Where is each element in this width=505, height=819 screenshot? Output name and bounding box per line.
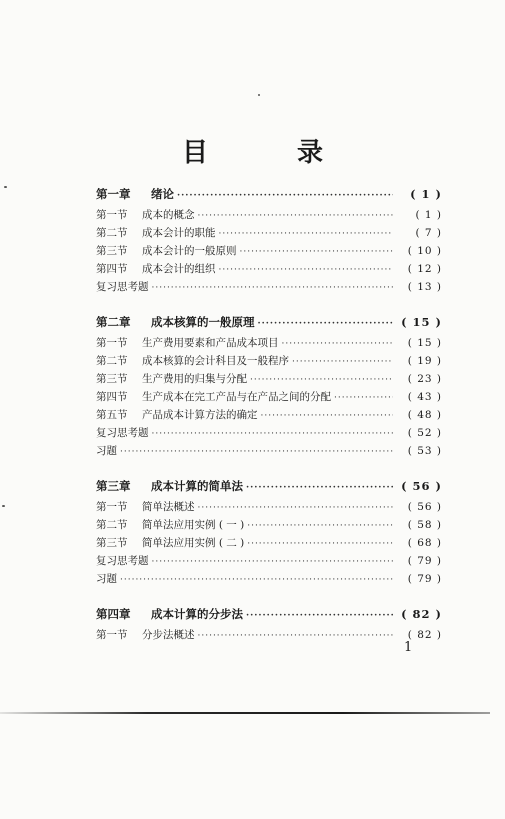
dot-leader <box>258 312 394 336</box>
toc-entry-title: 复习思考题 <box>96 281 149 293</box>
toc-entry-title: 简单法应用实例 ( 一 ) <box>142 519 245 531</box>
toc-entry-page: ( 79 ) <box>407 555 442 567</box>
toc-section-row <box>96 498 442 516</box>
toc-entry-page: ( 1 ) <box>415 209 442 221</box>
toc-entry-title: 复习思考题 <box>96 427 149 439</box>
toc-entry-number: 第三节 <box>96 245 128 257</box>
toc-section-row <box>96 224 442 242</box>
toc-entry-page: ( 82 ) <box>401 607 442 621</box>
toc-entry-title: 分步法概述 <box>142 629 195 641</box>
toc-entry-title: 产品成本计算方法的确定 <box>142 409 258 421</box>
toc-entry-title: 成本核算的一般原理 <box>151 315 255 329</box>
toc-entry-page: ( 48 ) <box>407 409 442 421</box>
dot-leader <box>152 425 394 443</box>
dot-leader <box>246 476 393 500</box>
toc-section-row <box>96 352 442 370</box>
toc-entry-title: 生产成本在完工产品与在产品之间的分配 <box>142 391 331 403</box>
toc-section-row <box>96 516 442 534</box>
toc-section-row <box>96 242 442 260</box>
toc-section-row <box>96 278 442 296</box>
toc-entry-title: 复习思考题 <box>96 555 149 567</box>
toc-entry-number: 第三节 <box>96 373 128 385</box>
toc-entry-page: ( 68 ) <box>407 537 442 549</box>
toc-chapter-row <box>96 474 442 498</box>
dot-leader <box>219 225 394 243</box>
dot-leader <box>219 261 394 279</box>
dot-leader <box>247 535 393 553</box>
toc-entry-number: 第一节 <box>96 629 128 641</box>
toc-section-row <box>96 260 442 278</box>
toc-section-row <box>96 534 442 552</box>
toc-entry-page: ( 19 ) <box>407 355 442 367</box>
table-of-contents <box>96 182 442 644</box>
toc-chapter-row <box>96 602 442 626</box>
toc-section-row <box>96 442 442 460</box>
toc-entry-page: ( 56 ) <box>401 479 442 493</box>
toc-section-row <box>96 388 442 406</box>
dot-leader <box>198 499 394 517</box>
chapter-gap <box>96 296 442 310</box>
dot-leader <box>120 443 393 461</box>
toc-entry-page: ( 1 ) <box>410 187 442 201</box>
page-number: 1 <box>404 640 413 655</box>
toc-entry-page: ( 10 ) <box>407 245 442 257</box>
dot-leader <box>240 243 394 261</box>
toc-entry-number: 第五节 <box>96 409 128 421</box>
toc-entry-page: ( 13 ) <box>407 281 442 293</box>
dot-leader <box>261 407 394 425</box>
toc-entry-page: ( 79 ) <box>407 573 442 585</box>
page-title: 目 录 <box>181 138 364 168</box>
toc-entry-number: 第三章 <box>96 479 131 493</box>
dot-leader <box>198 207 394 225</box>
dot-leader <box>334 389 393 407</box>
toc-entry-title: 成本的概念 <box>142 209 195 221</box>
toc-entry-title: 生产费用的归集与分配 <box>142 373 247 385</box>
toc-chapter-row <box>96 182 442 206</box>
dot-leader <box>250 371 393 389</box>
bottom-scan-rule <box>0 712 490 714</box>
chapter-gap <box>96 588 442 602</box>
toc-entry-number: 第三节 <box>96 537 128 549</box>
toc-section-row <box>96 552 442 570</box>
toc-entry-title: 成本会计的组织 <box>142 263 216 275</box>
toc-entry-title: 简单法概述 <box>142 501 195 513</box>
toc-section-row <box>96 406 442 424</box>
toc-section-row <box>96 424 442 442</box>
scan-speck <box>258 94 260 96</box>
toc-section-row <box>96 206 442 224</box>
toc-entry-page: ( 7 ) <box>415 227 442 239</box>
toc-entry-number: 第一节 <box>96 337 128 349</box>
toc-entry-title: 成本会计的职能 <box>142 227 216 239</box>
toc-entry-page: ( 15 ) <box>401 315 442 329</box>
scan-speck <box>2 505 5 507</box>
toc-entry-page: ( 53 ) <box>407 445 442 457</box>
toc-entry-page: ( 56 ) <box>407 501 442 513</box>
toc-entry-page: ( 12 ) <box>407 263 442 275</box>
dot-leader <box>120 571 393 589</box>
dot-leader <box>152 553 394 571</box>
toc-entry-title: 绪论 <box>151 187 174 201</box>
toc-entry-page: ( 82 ) <box>407 629 442 641</box>
dot-leader <box>177 184 393 208</box>
toc-chapter-row <box>96 310 442 334</box>
toc-entry-title: 成本会计的一般原则 <box>142 245 237 257</box>
toc-entry-title: 生产费用要素和产品成本项目 <box>142 337 279 349</box>
dot-leader <box>198 627 394 645</box>
scan-speck <box>4 186 7 188</box>
toc-section-row <box>96 334 442 352</box>
toc-entry-page: ( 15 ) <box>407 337 442 349</box>
toc-entry-page: ( 23 ) <box>407 373 442 385</box>
toc-section-row <box>96 626 442 644</box>
toc-entry-number: 第四节 <box>96 391 128 403</box>
dot-leader <box>246 604 393 628</box>
toc-entry-number: 第二节 <box>96 227 128 239</box>
toc-entry-title: 习题 <box>96 573 117 585</box>
toc-entry-page: ( 52 ) <box>407 427 442 439</box>
chapter-gap <box>96 460 442 474</box>
dot-leader <box>282 335 394 353</box>
dot-leader <box>292 353 393 371</box>
toc-entry-page: ( 58 ) <box>407 519 442 531</box>
toc-entry-number: 第四节 <box>96 263 128 275</box>
toc-section-row <box>96 370 442 388</box>
toc-entry-number: 第四章 <box>96 607 131 621</box>
toc-entry-number: 第一章 <box>96 187 131 201</box>
toc-entry-title: 成本计算的简单法 <box>151 479 243 493</box>
toc-entry-page: ( 43 ) <box>407 391 442 403</box>
toc-entry-number: 第二节 <box>96 355 128 367</box>
toc-entry-title: 成本核算的会计科目及一般程序 <box>142 355 289 367</box>
dot-leader <box>247 517 393 535</box>
toc-entry-number: 第一节 <box>96 209 128 221</box>
toc-entry-title: 习题 <box>96 445 117 457</box>
toc-section-row <box>96 570 442 588</box>
dot-leader <box>152 279 394 297</box>
toc-entry-title: 简单法应用实例 ( 二 ) <box>142 537 245 549</box>
toc-entry-number: 第一节 <box>96 501 128 513</box>
toc-entry-title: 成本计算的分步法 <box>151 607 243 621</box>
toc-entry-number: 第二节 <box>96 519 128 531</box>
toc-entry-number: 第二章 <box>96 315 131 329</box>
